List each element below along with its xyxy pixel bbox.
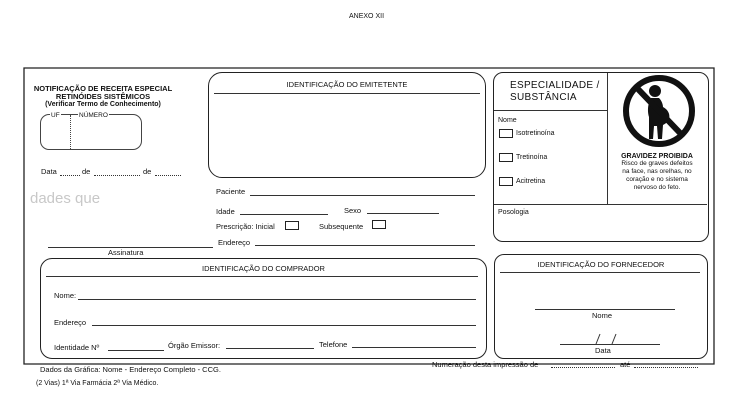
sexo-field[interactable]	[367, 213, 439, 214]
notification-instruction: (Verificar Termo de Conhecimento)	[45, 101, 161, 108]
tretinoina-label: Tretinoína	[516, 154, 548, 161]
warning-line-1: Risco de graves defeitos	[621, 160, 693, 167]
emitente-title: IDENTIFICAÇÃO DO EMITETENTE	[286, 80, 408, 89]
paciente-label: Paciente	[216, 187, 246, 196]
comprador-title-rule	[46, 276, 478, 277]
numeracao-end-field[interactable]	[634, 367, 698, 368]
numero-label: NÚMERO	[79, 112, 108, 119]
comprador-endereco-label: Endereço	[54, 318, 87, 327]
assinatura-label: Assinatura	[108, 248, 144, 257]
date-separators	[590, 332, 630, 346]
especialidade-title-rule	[494, 110, 607, 111]
grafica-info: Dados da Gráfica: Nome - Endereço Completo - CCG.	[40, 365, 221, 374]
day-field[interactable]	[60, 175, 80, 176]
fornecedor-data-label: Data	[595, 346, 611, 355]
nome-substancia-label: Nome	[498, 117, 517, 124]
substancia-title: SUBSTÂNCIA	[510, 92, 577, 103]
orgao-emissor-field[interactable]	[226, 348, 314, 349]
vias-info: (2 Vias) 1ª Via Farmácia 2ª Via Médico.	[36, 380, 159, 387]
telefone-field[interactable]	[352, 347, 476, 348]
sexo-label: Sexo	[344, 206, 362, 215]
comprador-nome-label: Nome:	[54, 291, 77, 300]
fornecedor-nome-label: Nome	[592, 311, 613, 320]
subsequente-label: Subsequente	[319, 222, 364, 231]
endereco-label: Endereço	[218, 238, 251, 247]
pregnancy-prohibited-icon	[618, 73, 700, 151]
de-label-2: de	[143, 167, 152, 176]
idade-label: Idade	[216, 207, 235, 216]
numeracao-start-field[interactable]	[551, 367, 615, 368]
ate-label: até	[620, 360, 631, 369]
idade-field[interactable]	[240, 214, 328, 215]
paciente-field[interactable]	[250, 195, 475, 196]
isotretinoina-checkbox[interactable]	[499, 129, 513, 138]
endereco-field[interactable]	[255, 245, 475, 246]
year-field[interactable]	[155, 175, 181, 176]
orgao-emissor-label: Órgão Emissor:	[168, 341, 221, 350]
de-label-1: de	[82, 167, 91, 176]
notification-subtitle: RETINÓIDES SISTÊMICOS	[55, 92, 151, 101]
month-field[interactable]	[94, 175, 140, 176]
bleed-through-text: dades que	[30, 190, 101, 207]
numeracao-label: Numeração desta impressão de	[432, 360, 539, 369]
identidade-label: Identidade Nº	[54, 343, 100, 352]
isotretinoina-label: Isotretinoína	[516, 130, 555, 137]
especialidade-title: ESPECIALIDADE /	[510, 80, 600, 91]
emitente-title-rule	[214, 93, 480, 94]
prescricao-label: Prescrição: Inicial	[216, 222, 275, 231]
warning-line-4: nervoso do feto.	[633, 184, 681, 191]
posologia-rule	[494, 204, 707, 205]
acitretina-label: Acitretina	[516, 178, 546, 185]
comprador-box	[40, 258, 487, 359]
comprador-endereco-field[interactable]	[92, 325, 476, 326]
acitretina-checkbox[interactable]	[499, 177, 513, 186]
fornecedor-nome-field[interactable]	[535, 309, 675, 310]
fornecedor-title: IDENTIFICAÇÃO DO FORNECEDOR	[537, 260, 665, 269]
annex-title: ANEXO XII	[349, 13, 385, 20]
uf-label: UF	[51, 112, 60, 119]
posologia-label: Posologia	[498, 209, 529, 216]
warning-title: GRAVIDEZ PROIBIDA	[621, 153, 693, 160]
prescricao-subsequente-checkbox[interactable]	[372, 220, 386, 229]
uf-divider	[70, 115, 71, 149]
comprador-nome-field[interactable]	[78, 299, 476, 300]
warning-line-3: coração e no sistema	[626, 176, 688, 183]
telefone-label: Telefone	[319, 340, 348, 349]
tretinoina-checkbox[interactable]	[499, 153, 513, 162]
identidade-field[interactable]	[108, 350, 164, 351]
data-label: Data	[41, 167, 57, 176]
fornecedor-title-rule	[500, 272, 700, 273]
prescricao-inicial-checkbox[interactable]	[285, 221, 299, 230]
warning-line-2: na face, nas orelhas, no	[622, 168, 692, 175]
comprador-title: IDENTIFICAÇÃO DO COMPRADOR	[202, 264, 325, 273]
notification-title: NOTIFICAÇÃO DE RECEITA ESPECIAL	[33, 84, 173, 93]
